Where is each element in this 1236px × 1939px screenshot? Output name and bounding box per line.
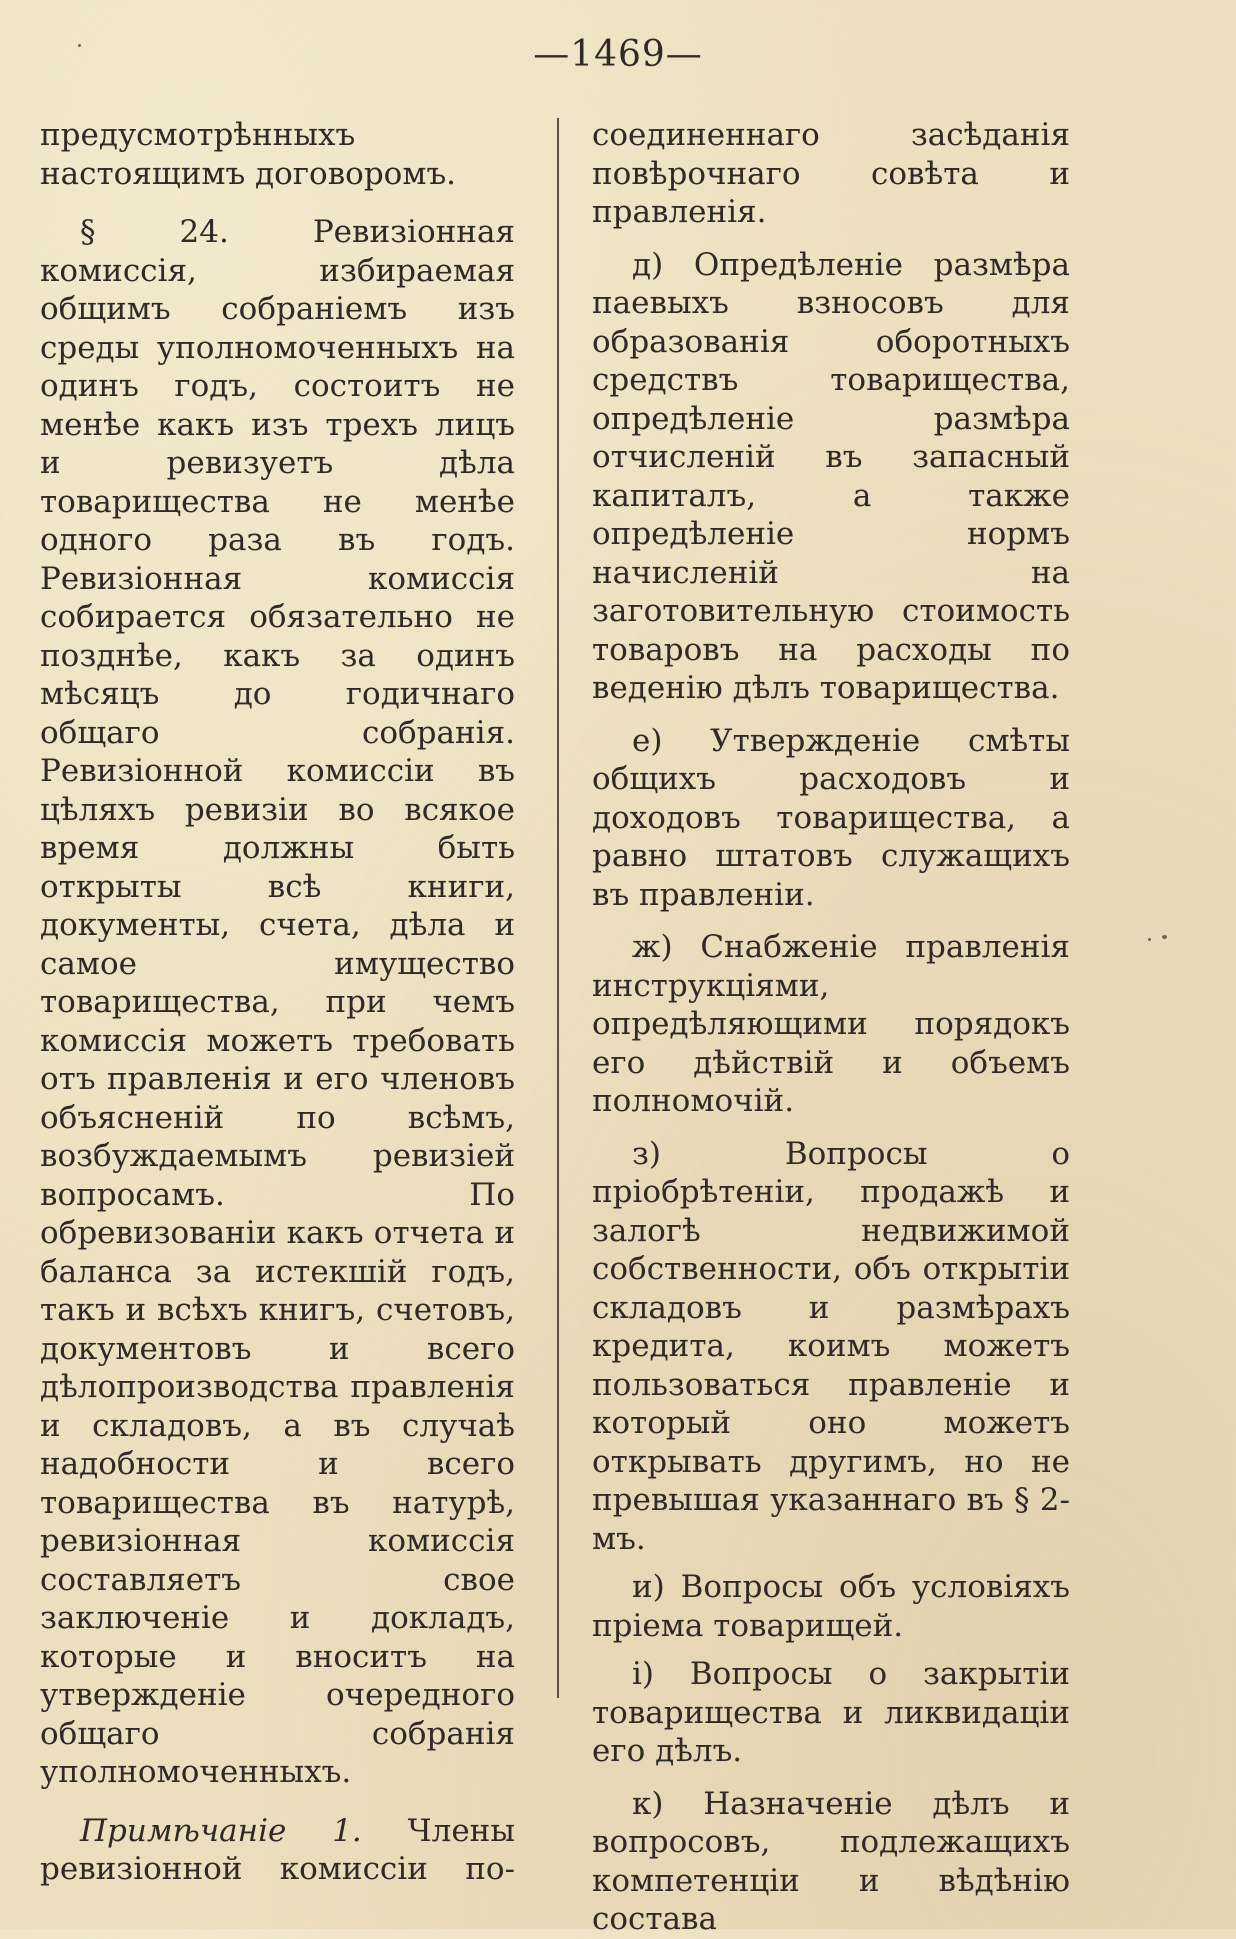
- paragraph-item-i-dec: і) Вопросы о закрытіи товарищества и ликвидаціи его дѣлъ.: [592, 1656, 1070, 1769]
- column-divider: [557, 118, 559, 1698]
- paper-speck: [78, 44, 81, 47]
- paper-speck: [1162, 935, 1167, 939]
- paragraph-item-e: е) Утвержденіе смѣты общихъ расходовъ и доходовъ товарищества, а равно штатовъ служащихъ въ правленіи.: [592, 722, 1070, 913]
- paragraph-continuation-right: соединеннаго засѣданія повѣрочнаго совѣта и правленія.: [592, 117, 1070, 230]
- paper-speck: [1148, 938, 1151, 941]
- paragraph-item-zh: ж) Снабженіе правленія инструкціями, опредѣляющими порядокъ его дѣйствій и объемъ полномочій.: [592, 929, 1070, 1119]
- column-right: [592, 116, 1070, 1939]
- column-left: [40, 116, 515, 1889]
- paragraph-note-1: [40, 1812, 515, 1889]
- paragraph-item-d: д) Опредѣленіе размѣра паевыхъ взносовъ для образованія оборотныхъ средствъ товарищества, опредѣленіе размѣра отчисленій въ запасный капиталъ, а также опредѣленіе нормъ начисленій на заготовительную стоимость товаровъ на расходы по веденію дѣлъ товарищества.: [592, 246, 1070, 706]
- paragraph-continuation: предусмотрѣнныхъ настоящимъ договоромъ.: [40, 117, 457, 192]
- paragraph-item-i: и) Вопросы объ условіяхъ пріема товарищей.: [592, 1569, 1070, 1644]
- page-number: —1469—: [533, 34, 703, 75]
- paragraph-item-z: з) Вопросы о пріобрѣтеніи, продажѣ и залогѣ недвижимой собственности, объ открытіи складовъ и размѣрахъ кредита, коимъ можетъ пользоваться правленіе и который оно можетъ открывать другимъ, но не превышая указаннаго въ § 2-мъ.: [592, 1135, 1070, 1557]
- paragraph-section-24: § 24. Ревизіонная комиссія, избираемая общимъ собраніемъ изъ среды уполномоченныхъ на одинъ годъ, состоитъ не менѣе какъ изъ трехъ лицъ и ревизуетъ дѣла товарищества не менѣе одного раза въ годъ. Ревизіонная комиссія собирается обязательно не позднѣе, какъ за одинъ мѣсяцъ до годичнаго общаго собранія. Ревизіонной комиссіи въ цѣляхъ ревизіи во всякое время должны быть открыты всѣ книги, документы, счета, дѣла и самое имущество товарищества, при чемъ комиссія можетъ требовать отъ правленія и его членовъ объясненій по всѣмъ, возбуждаемымъ ревизіей вопросамъ. По обревизованіи какъ отчета и баланса за истекшій годъ, такъ и всѣхъ книгъ, счетовъ, документовъ и всего дѣлопроизводства правленія и складовъ, а въ случаѣ надобности и всего товарищества въ натурѣ, ревизіонная комиссія составляетъ свое заключеніе и докладъ, которые и вноситъ на утвержденіе очередного общаго собранія уполномоченныхъ.: [40, 214, 515, 1790]
- note-text: Члены ревизіонной комиссіи по-: [40, 1812, 515, 1887]
- note-label: Примѣчаніе 1.: [80, 1812, 362, 1849]
- paragraph-item-k: к) Назначеніе дѣлъ и вопросовъ, подлежащихъ компетенціи и вѣдѣнію состава: [592, 1785, 1070, 1937]
